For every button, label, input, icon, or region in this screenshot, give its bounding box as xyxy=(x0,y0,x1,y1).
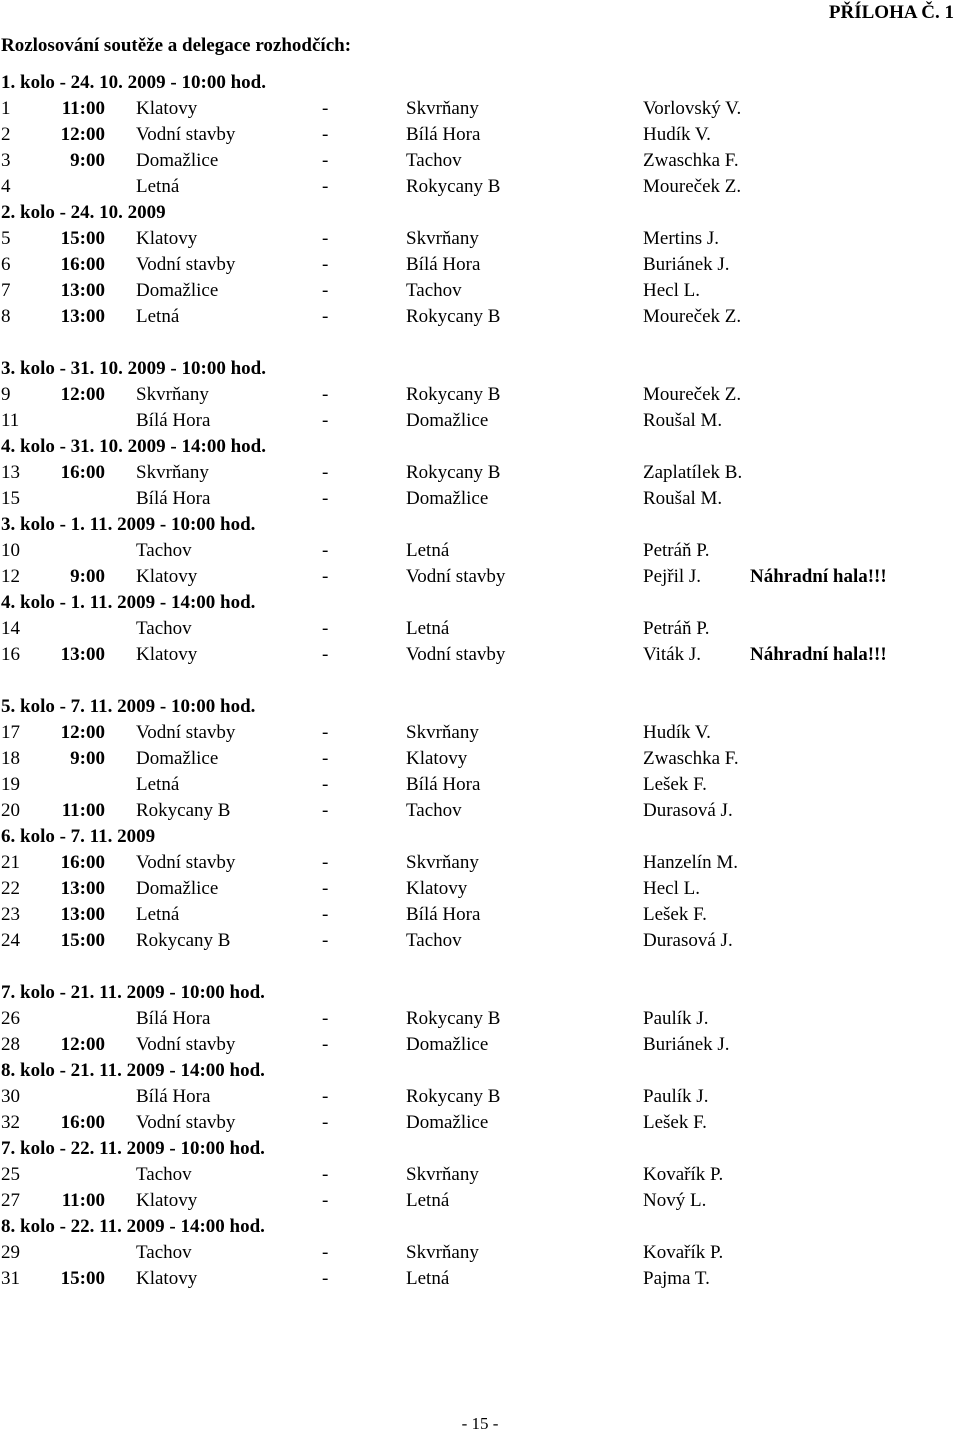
match-row xyxy=(1,616,956,642)
match-row xyxy=(1,148,956,174)
referee-name: Pejřil J. xyxy=(643,566,702,587)
home-team: Tachov xyxy=(136,1164,192,1185)
match-number: 8 xyxy=(1,306,11,327)
match-number: 13 xyxy=(1,462,20,483)
referee-name: Hanzelín M. xyxy=(643,852,738,873)
versus-dash: - xyxy=(322,410,329,431)
match-row xyxy=(1,174,956,200)
away-team: Domažlice xyxy=(406,1112,489,1133)
versus-dash: - xyxy=(322,124,329,145)
away-team: Bílá Hora xyxy=(406,254,481,275)
referee-name: Durasová J. xyxy=(643,800,733,821)
away-team: Tachov xyxy=(406,150,462,171)
round-heading: 4. kolo - 1. 11. 2009 - 14:00 hod. xyxy=(1,592,256,613)
match-row xyxy=(1,304,956,330)
match-row xyxy=(1,382,956,408)
home-team: Rokycany B xyxy=(136,930,231,951)
match-number: 14 xyxy=(1,618,20,639)
round-heading: 1. kolo - 24. 10. 2009 - 10:00 hod. xyxy=(1,72,266,93)
match-row xyxy=(1,1240,956,1266)
round-heading: 4. kolo - 31. 10. 2009 - 14:00 hod. xyxy=(1,436,266,457)
away-team: Letná xyxy=(406,540,450,561)
match-row xyxy=(1,876,956,902)
away-team: Tachov xyxy=(406,800,462,821)
home-team: Skvrňany xyxy=(136,462,209,483)
home-team: Vodní stavby xyxy=(136,124,236,145)
referee-name: Buriánek J. xyxy=(643,1034,730,1055)
home-team: Tachov xyxy=(136,540,192,561)
versus-dash: - xyxy=(322,254,329,275)
match-number: 12 xyxy=(1,566,20,587)
referee-name: Roušal M. xyxy=(643,488,723,509)
away-team: Skvrňany xyxy=(406,1164,479,1185)
match-number: 3 xyxy=(1,150,11,171)
match-row xyxy=(1,1266,956,1292)
home-team: Klatovy xyxy=(136,566,198,587)
match-time: 9:00 xyxy=(70,566,105,587)
match-time: 11:00 xyxy=(61,800,105,821)
referee-name: Zaplatílek B. xyxy=(643,462,743,483)
match-row xyxy=(1,486,956,512)
home-team: Vodní stavby xyxy=(136,722,236,743)
home-team: Letná xyxy=(136,904,180,925)
match-row xyxy=(1,538,956,564)
match-number: 28 xyxy=(1,1034,20,1055)
referee-name: Pajma T. xyxy=(643,1268,710,1289)
match-number: 10 xyxy=(1,540,20,561)
match-time: 16:00 xyxy=(60,1112,105,1133)
home-team: Tachov xyxy=(136,1242,192,1263)
match-time: 13:00 xyxy=(60,306,105,327)
versus-dash: - xyxy=(322,488,329,509)
match-number: 5 xyxy=(1,228,11,249)
match-time: 16:00 xyxy=(60,852,105,873)
round-heading: 6. kolo - 7. 11. 2009 xyxy=(1,826,156,847)
away-team: Skvrňany xyxy=(406,98,479,119)
annex-label: PŘÍLOHA Č. 1 xyxy=(828,2,954,23)
home-team: Domažlice xyxy=(136,150,219,171)
versus-dash: - xyxy=(322,800,329,821)
match-row xyxy=(1,798,956,824)
home-team: Domažlice xyxy=(136,748,219,769)
round-heading: 8. kolo - 21. 11. 2009 - 14:00 hod. xyxy=(1,1060,265,1081)
away-team: Klatovy xyxy=(406,748,468,769)
match-number: 18 xyxy=(1,748,20,769)
referee-name: Moureček Z. xyxy=(643,176,742,197)
match-number: 4 xyxy=(1,176,11,197)
versus-dash: - xyxy=(322,1008,329,1029)
match-row xyxy=(1,252,956,278)
match-number: 29 xyxy=(1,1242,20,1263)
versus-dash: - xyxy=(322,1164,329,1185)
match-number: 26 xyxy=(1,1008,20,1029)
match-row xyxy=(1,928,956,954)
match-row xyxy=(1,642,956,668)
match-time: 13:00 xyxy=(60,904,105,925)
referee-name: Zwaschka F. xyxy=(643,150,739,171)
away-team: Rokycany B xyxy=(406,306,501,327)
versus-dash: - xyxy=(322,462,329,483)
away-team: Letná xyxy=(406,1268,450,1289)
referee-name: Moureček Z. xyxy=(643,306,742,327)
versus-dash: - xyxy=(322,1242,329,1263)
match-number: 22 xyxy=(1,878,20,899)
versus-dash: - xyxy=(322,540,329,561)
match-row xyxy=(1,1162,956,1188)
referee-name: Viták J. xyxy=(643,644,701,665)
away-team: Domažlice xyxy=(406,1034,489,1055)
match-row xyxy=(1,408,956,434)
home-team: Bílá Hora xyxy=(136,410,211,431)
referee-name: Zwaschka F. xyxy=(643,748,739,769)
away-team: Vodní stavby xyxy=(406,566,506,587)
match-time: 15:00 xyxy=(60,1268,105,1289)
away-team: Letná xyxy=(406,618,450,639)
round-heading: 2. kolo - 24. 10. 2009 xyxy=(1,202,166,223)
away-team: Rokycany B xyxy=(406,462,501,483)
round-heading: 7. kolo - 22. 11. 2009 - 10:00 hod. xyxy=(1,1138,265,1159)
match-number: 2 xyxy=(1,124,11,145)
match-time: 13:00 xyxy=(60,644,105,665)
match-row xyxy=(1,772,956,798)
match-number: 27 xyxy=(1,1190,20,1211)
home-team: Letná xyxy=(136,774,180,795)
referee-name: Hudík V. xyxy=(643,722,711,743)
versus-dash: - xyxy=(322,280,329,301)
home-team: Bílá Hora xyxy=(136,488,211,509)
versus-dash: - xyxy=(322,644,329,665)
away-team: Tachov xyxy=(406,280,462,301)
home-team: Klatovy xyxy=(136,98,198,119)
away-team: Vodní stavby xyxy=(406,644,506,665)
referee-name: Buriánek J. xyxy=(643,254,730,275)
match-number: 20 xyxy=(1,800,20,821)
match-row xyxy=(1,850,956,876)
versus-dash: - xyxy=(322,150,329,171)
match-row xyxy=(1,122,956,148)
referee-name: Moureček Z. xyxy=(643,384,742,405)
away-team: Skvrňany xyxy=(406,852,479,873)
match-number: 7 xyxy=(1,280,11,301)
match-number: 1 xyxy=(1,98,11,119)
match-row xyxy=(1,902,956,928)
versus-dash: - xyxy=(322,176,329,197)
match-row xyxy=(1,278,956,304)
versus-dash: - xyxy=(322,748,329,769)
match-number: 9 xyxy=(1,384,11,405)
match-number: 24 xyxy=(1,930,20,951)
match-number: 17 xyxy=(1,722,20,743)
match-number: 6 xyxy=(1,254,11,275)
referee-name: Vorlovský V. xyxy=(643,98,742,119)
match-time: 9:00 xyxy=(70,748,105,769)
match-row xyxy=(1,1188,956,1214)
match-time: 12:00 xyxy=(60,722,105,743)
versus-dash: - xyxy=(322,618,329,639)
match-row xyxy=(1,1032,956,1058)
away-team: Rokycany B xyxy=(406,1008,501,1029)
referee-name: Kovařík P. xyxy=(643,1164,724,1185)
versus-dash: - xyxy=(322,930,329,951)
round-heading: 8. kolo - 22. 11. 2009 - 14:00 hod. xyxy=(1,1216,265,1237)
venue-note: Náhradní hala!!! xyxy=(750,644,887,665)
match-number: 19 xyxy=(1,774,20,795)
match-number: 31 xyxy=(1,1268,20,1289)
match-time: 12:00 xyxy=(60,124,105,145)
versus-dash: - xyxy=(322,384,329,405)
versus-dash: - xyxy=(322,904,329,925)
home-team: Vodní stavby xyxy=(136,254,236,275)
round-heading: 5. kolo - 7. 11. 2009 - 10:00 hod. xyxy=(1,696,256,717)
match-number: 32 xyxy=(1,1112,20,1133)
versus-dash: - xyxy=(322,1086,329,1107)
home-team: Domažlice xyxy=(136,878,219,899)
section-spacer xyxy=(1,330,956,356)
away-team: Rokycany B xyxy=(406,176,501,197)
away-team: Skvrňany xyxy=(406,1242,479,1263)
match-number: 11 xyxy=(1,410,20,431)
referee-name: Lešek F. xyxy=(643,774,707,795)
match-number: 16 xyxy=(1,644,20,665)
match-time: 13:00 xyxy=(60,878,105,899)
versus-dash: - xyxy=(322,852,329,873)
round-heading: 3. kolo - 31. 10. 2009 - 10:00 hod. xyxy=(1,358,266,379)
away-team: Skvrňany xyxy=(406,228,479,249)
referee-name: Hecl L. xyxy=(643,878,700,899)
match-number: 15 xyxy=(1,488,20,509)
referee-name: Petráň P. xyxy=(643,540,710,561)
home-team: Bílá Hora xyxy=(136,1008,211,1029)
match-time: 16:00 xyxy=(60,462,105,483)
match-row xyxy=(1,96,956,122)
home-team: Letná xyxy=(136,176,180,197)
match-row xyxy=(1,226,956,252)
home-team: Tachov xyxy=(136,618,192,639)
page-number: - 15 - xyxy=(461,1414,499,1433)
versus-dash: - xyxy=(322,306,329,327)
home-team: Klatovy xyxy=(136,1190,198,1211)
referee-name: Roušal M. xyxy=(643,410,723,431)
referee-name: Hudík V. xyxy=(643,124,711,145)
away-team: Rokycany B xyxy=(406,384,501,405)
away-team: Bílá Hora xyxy=(406,774,481,795)
match-time: 16:00 xyxy=(60,254,105,275)
match-number: 25 xyxy=(1,1164,20,1185)
home-team: Letná xyxy=(136,306,180,327)
referee-name: Paulík J. xyxy=(643,1086,709,1107)
match-row xyxy=(1,460,956,486)
match-row xyxy=(1,746,956,772)
home-team: Bílá Hora xyxy=(136,1086,211,1107)
referee-name: Lešek F. xyxy=(643,904,707,925)
versus-dash: - xyxy=(322,98,329,119)
match-time: 9:00 xyxy=(70,150,105,171)
match-row xyxy=(1,564,956,590)
round-heading: 7. kolo - 21. 11. 2009 - 10:00 hod. xyxy=(1,982,265,1003)
versus-dash: - xyxy=(322,774,329,795)
home-team: Vodní stavby xyxy=(136,1112,236,1133)
versus-dash: - xyxy=(322,1034,329,1055)
home-team: Klatovy xyxy=(136,644,198,665)
document-title: Rozlosování soutěže a delegace rozhodčích: xyxy=(1,35,352,56)
match-number: 21 xyxy=(1,852,20,873)
away-team: Bílá Hora xyxy=(406,904,481,925)
match-number: 30 xyxy=(1,1086,20,1107)
home-team: Klatovy xyxy=(136,228,198,249)
referee-name: Petráň P. xyxy=(643,618,710,639)
versus-dash: - xyxy=(322,1112,329,1133)
match-row xyxy=(1,1110,956,1136)
match-time: 12:00 xyxy=(60,384,105,405)
away-team: Domažlice xyxy=(406,410,489,431)
versus-dash: - xyxy=(322,722,329,743)
home-team: Vodní stavby xyxy=(136,852,236,873)
home-team: Vodní stavby xyxy=(136,1034,236,1055)
away-team: Tachov xyxy=(406,930,462,951)
referee-name: Mertins J. xyxy=(643,228,719,249)
home-team: Skvrňany xyxy=(136,384,209,405)
match-time: 12:00 xyxy=(60,1034,105,1055)
away-team: Klatovy xyxy=(406,878,468,899)
referee-name: Durasová J. xyxy=(643,930,733,951)
venue-note: Náhradní hala!!! xyxy=(750,566,887,587)
referee-name: Nový L. xyxy=(643,1190,707,1211)
referee-name: Lešek F. xyxy=(643,1112,707,1133)
section-spacer xyxy=(1,668,956,694)
versus-dash: - xyxy=(322,1268,329,1289)
home-team: Rokycany B xyxy=(136,800,231,821)
referee-name: Kovařík P. xyxy=(643,1242,724,1263)
match-time: 11:00 xyxy=(61,1190,105,1211)
match-time: 15:00 xyxy=(60,228,105,249)
match-row xyxy=(1,1006,956,1032)
away-team: Letná xyxy=(406,1190,450,1211)
versus-dash: - xyxy=(322,228,329,249)
away-team: Bílá Hora xyxy=(406,124,481,145)
section-spacer xyxy=(1,954,956,980)
away-team: Skvrňany xyxy=(406,722,479,743)
match-row xyxy=(1,1084,956,1110)
referee-name: Paulík J. xyxy=(643,1008,709,1029)
away-team: Domažlice xyxy=(406,488,489,509)
away-team: Rokycany B xyxy=(406,1086,501,1107)
versus-dash: - xyxy=(322,566,329,587)
match-time: 13:00 xyxy=(60,280,105,301)
home-team: Klatovy xyxy=(136,1268,198,1289)
schedule-list xyxy=(1,70,956,1292)
match-row xyxy=(1,720,956,746)
match-time: 11:00 xyxy=(61,98,105,119)
match-time: 15:00 xyxy=(60,930,105,951)
match-number: 23 xyxy=(1,904,20,925)
referee-name: Hecl L. xyxy=(643,280,700,301)
home-team: Domažlice xyxy=(136,280,219,301)
versus-dash: - xyxy=(322,1190,329,1211)
versus-dash: - xyxy=(322,878,329,899)
round-heading: 3. kolo - 1. 11. 2009 - 10:00 hod. xyxy=(1,514,256,535)
